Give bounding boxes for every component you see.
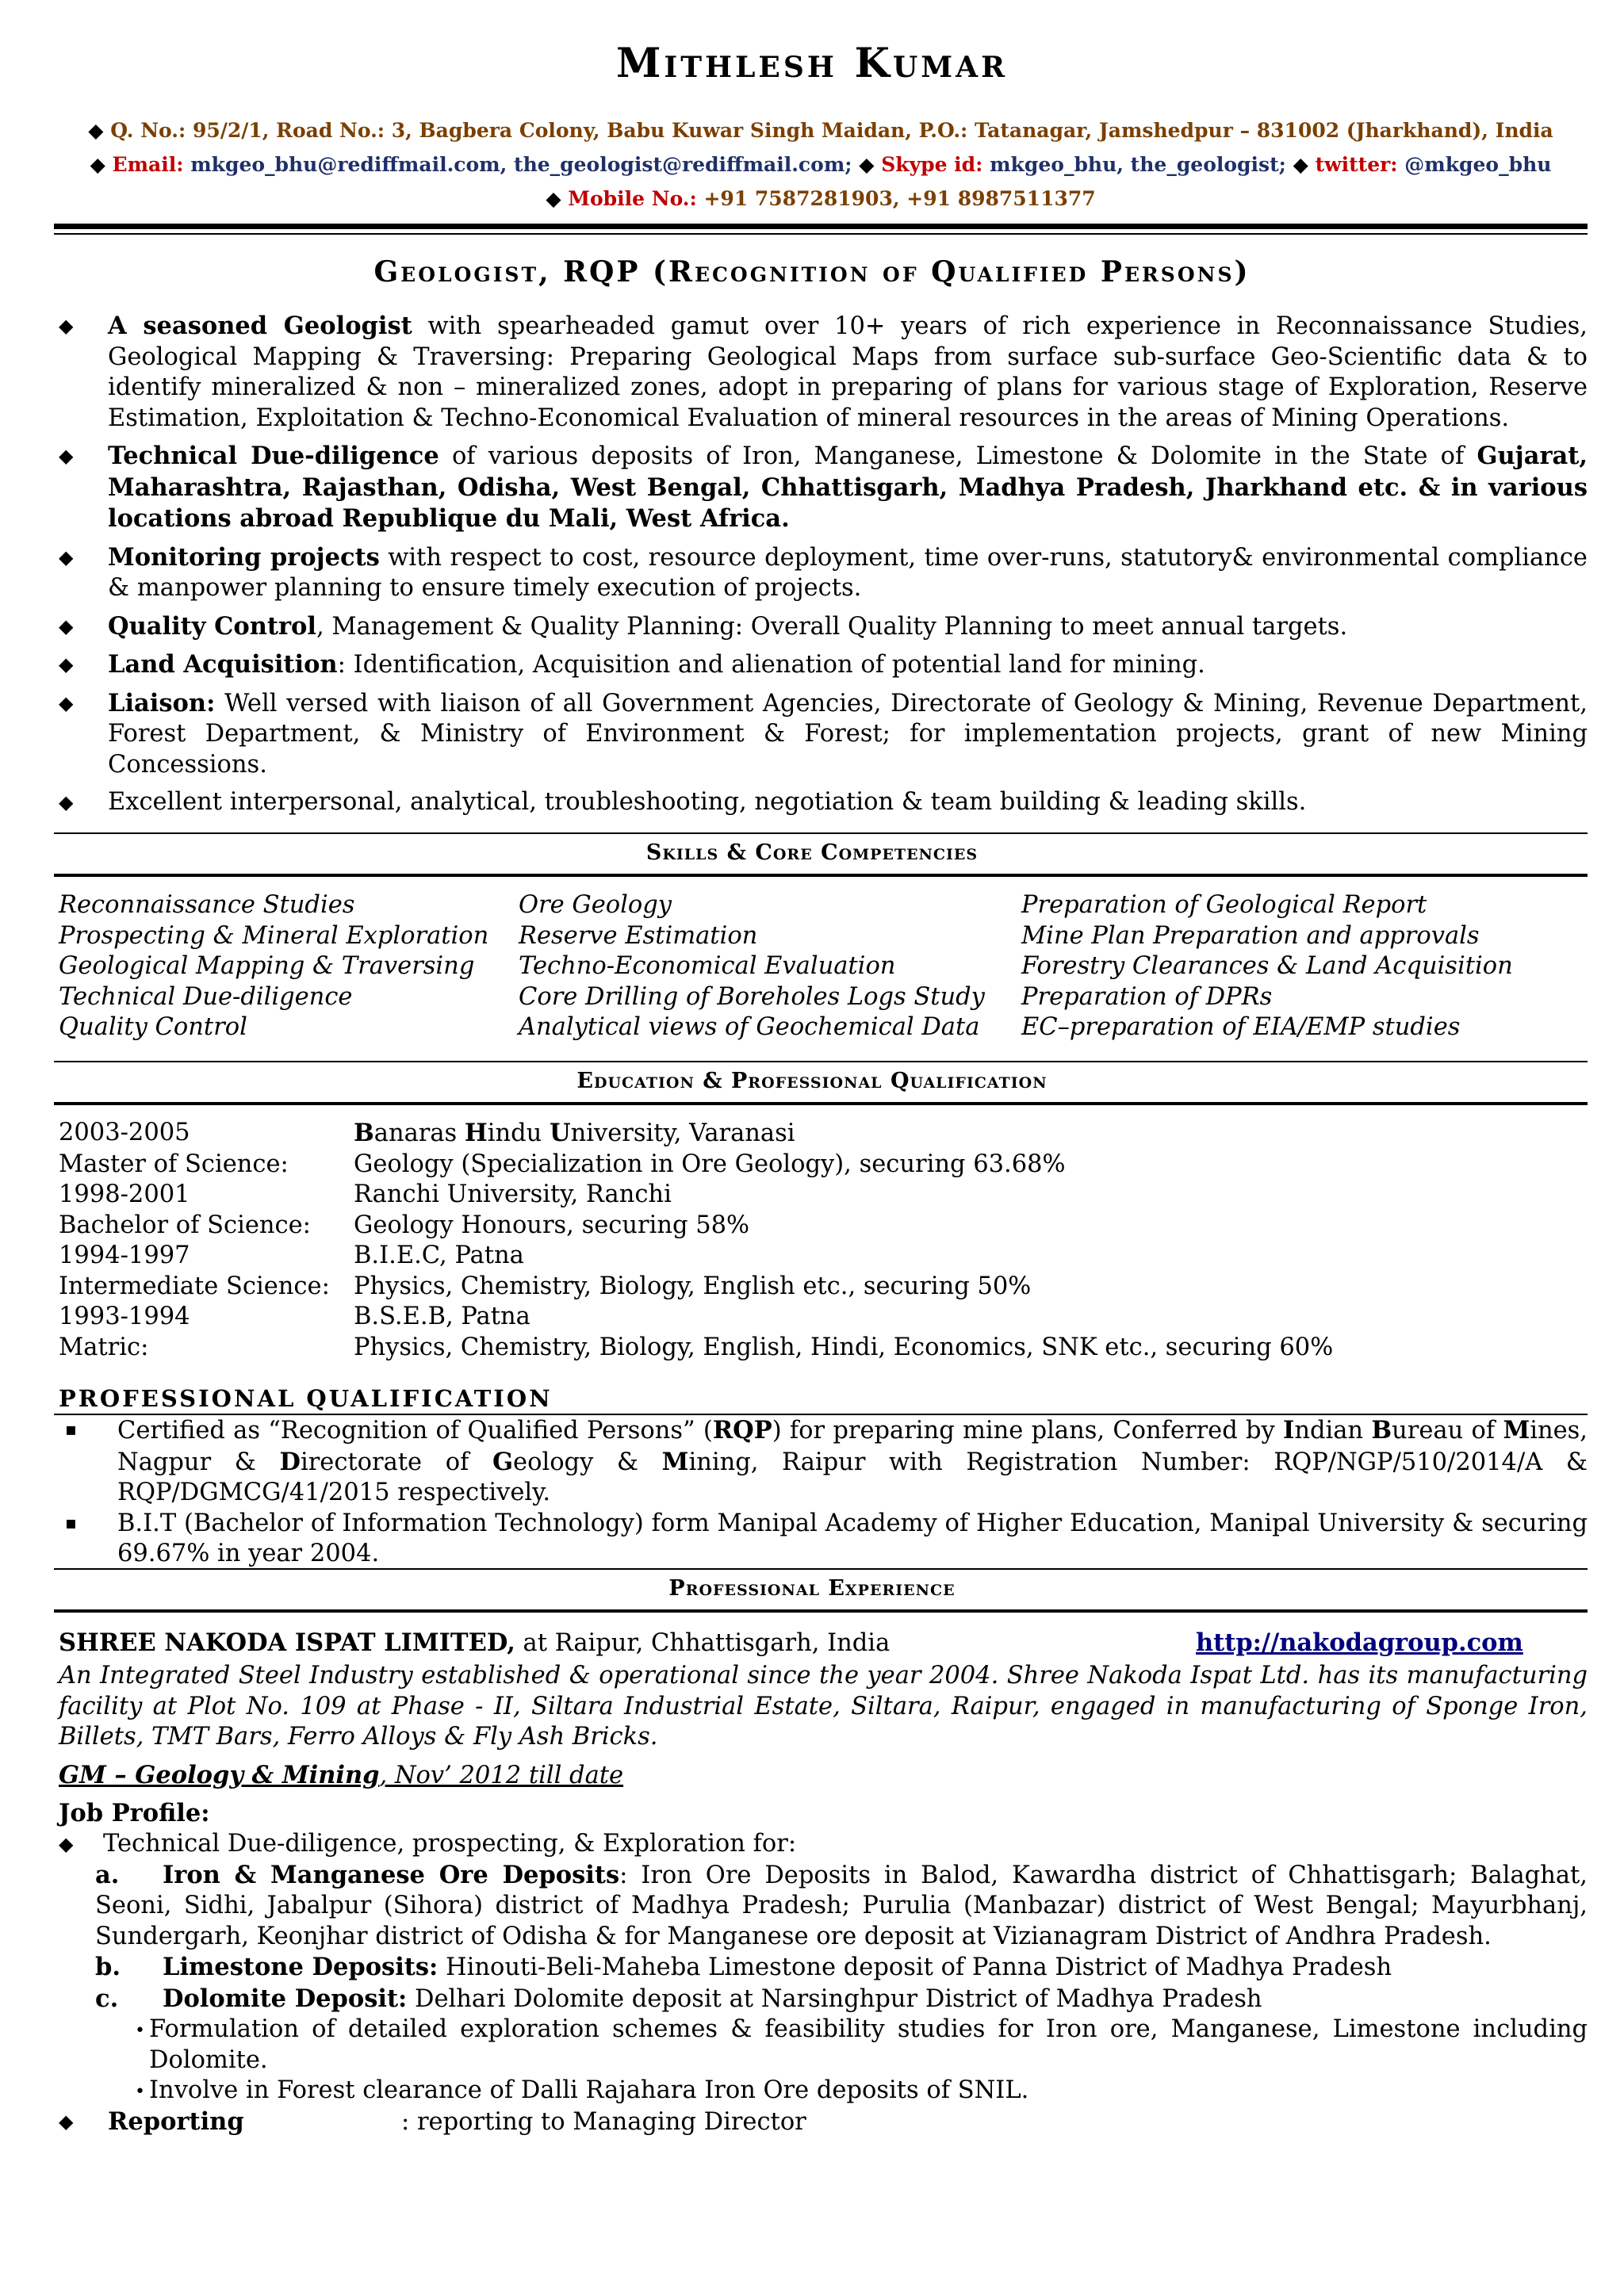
role-period: , Nov’ 2012 till date <box>379 1762 624 1789</box>
skill-item: Ore Geology <box>519 891 672 919</box>
section-divider <box>54 1061 1588 1062</box>
summary-item <box>54 787 1588 818</box>
skills-column-3 <box>1021 890 1513 1043</box>
deposit-head: Limestone Deposits: <box>163 1953 439 1981</box>
diamond-icon: ◆ <box>859 153 875 176</box>
skype-label: Skype id: <box>881 153 983 176</box>
education-row <box>59 1333 1589 1364</box>
skill-item: Geological Mapping & Traversing <box>59 952 475 980</box>
deposit-head: Dolomite Deposit: <box>163 1984 408 2013</box>
qualification-text: Certified as “Recognition of Qualified Persons” ( <box>117 1417 713 1445</box>
deposit-text <box>95 1860 1588 1953</box>
section-divider <box>54 832 1588 834</box>
bhu-part: indu <box>487 1119 550 1147</box>
role-line <box>59 1760 623 1792</box>
summary-lead: Monitoring projects <box>108 542 380 572</box>
qualification-text: eology & <box>513 1448 662 1476</box>
bhu-initial: B <box>354 1119 374 1147</box>
education-value: Geology (Specialization in Ore Geology), securing 63.68% <box>354 1150 1066 1178</box>
summary-lead: A seasoned Geologist <box>108 312 412 340</box>
education-list <box>59 1118 1589 1363</box>
activity-text: Involve in Forest clearance of Dalli Rajahara Iron Ore deposits of SNIL. <box>149 2076 1029 2104</box>
reporting-item <box>54 2107 1588 2138</box>
skill-item: Preparation of Geological Report <box>1021 891 1427 919</box>
qualification-emphasis: I <box>1283 1416 1295 1445</box>
education-row <box>59 1272 1589 1303</box>
skill-item: Techno-Economical Evaluation <box>519 952 896 980</box>
qualification-item <box>54 1509 1588 1570</box>
diamond-bullet-icon: ◆ <box>59 2110 74 2133</box>
education-label: Master of Science: <box>59 1150 289 1178</box>
diamond-icon: ◆ <box>546 187 561 210</box>
qualification-text: ining, Raipur with Registration Number: RQP/NGP/510/2014/A & RQP/DGMCG/41/2015 respectively. <box>117 1448 1588 1506</box>
address-label: Q. No.: <box>110 119 186 142</box>
diamond-bullet-icon: ◆ <box>59 1833 74 1855</box>
deposit-label: c. <box>95 1984 119 2013</box>
education-row <box>59 1118 1589 1150</box>
education-value: B.S.E.B, Patna <box>354 1303 530 1330</box>
skill-item: Reserve Estimation <box>519 921 758 950</box>
online-contact-line <box>56 153 1586 176</box>
job-profile-list <box>54 1829 1588 2137</box>
summary-text: Well versed with liaison of all Government Agencies, Directorate of Geology & Mining, Revenue Department, Forest Department, & Ministry of Environment & Forest; for implementation projects, grant of new Mining Concessions. <box>108 689 1588 779</box>
skills-section-title: Skills & Core Competencies <box>645 840 979 865</box>
role-title: GM – Geology & Mining <box>59 1761 380 1789</box>
education-value: Geology Honours, securing 58% <box>354 1211 749 1239</box>
bhu-initial: U <box>550 1119 571 1147</box>
diamond-bullet-icon: ◆ <box>59 545 74 568</box>
skill-item: Technical Due-diligence <box>59 982 353 1011</box>
education-row <box>59 1302 1589 1333</box>
education-row <box>59 1211 1589 1242</box>
reporting-label: Reporting <box>108 2107 244 2136</box>
mobile-numbers: +91 7587281903, +91 8987511377 <box>703 187 1096 210</box>
deposit-desc: Delhari Dolomite deposit at Narsinghpur District of Madhya Pradesh <box>407 1984 1262 2013</box>
qualification-emphasis: M <box>661 1447 689 1476</box>
education-label: 1993-1994 <box>59 1303 190 1330</box>
square-bullet-icon: ▪ <box>65 1420 77 1440</box>
summary-lead: Technical Due-diligence <box>108 442 439 470</box>
summary-lead: Quality Control <box>108 611 316 641</box>
diamond-bullet-icon: ◆ <box>59 445 74 467</box>
summary-item <box>54 441 1588 535</box>
email-link[interactable]: mkgeo_bhu@rediffmail.com, the_geologist@rediffmail.com; <box>190 153 852 176</box>
summary-text: Excellent interpersonal, analytical, troubleshooting, negotiation & team building & leading skills. <box>108 788 1307 816</box>
activity-text: Formulation of detailed exploration schemes & feasibility studies for Iron ore, Manganese, Limestone including Dolomite. <box>149 2015 1588 2074</box>
diamond-icon: ◆ <box>90 153 105 176</box>
bhu-part: niversity, Varanasi <box>570 1119 795 1147</box>
dot-bullet-icon: • <box>135 2021 145 2041</box>
education-label: 1998-2001 <box>59 1181 190 1208</box>
summary-item <box>54 611 1588 643</box>
skype-id: mkgeo_bhu, the_geologist; <box>990 153 1286 176</box>
deposit-desc: Hinouti-Beli-Maheba Limestone deposit of Panna District of Madhya Pradesh <box>438 1954 1392 1981</box>
education-label: Bachelor of Science: <box>59 1211 311 1239</box>
qualification-emphasis: D <box>279 1447 301 1476</box>
section-divider <box>54 874 1588 877</box>
summary-text: , Management & Quality Planning: Overall Quality Planning to meet annual targets. <box>316 612 1348 641</box>
job-profile-intro: Technical Due-diligence, prospecting, & Exploration for: <box>103 1830 797 1858</box>
diamond-bullet-icon: ◆ <box>59 791 74 813</box>
skill-item: Analytical views of Geochemical Data <box>519 1013 980 1041</box>
section-divider <box>54 1102 1588 1105</box>
qualification-text: ) for preparing mine plans, Conferred by <box>772 1417 1284 1445</box>
qualification-emphasis: G <box>492 1447 514 1476</box>
skill-item: Reconnaissance Studies <box>59 891 355 919</box>
education-label: Matric: <box>59 1333 149 1361</box>
summary-item <box>54 311 1588 434</box>
deposit-text <box>95 1952 1588 1984</box>
summary-text: with spearheaded gamut over 10+ years of rich experience in Reconnaissance Studies, Geological Mapping & Traversing: Preparing Geological Maps from surface sub-surface Geo-Scientific data & to identify mineralized & non – mineralized zones, adopt in preparing of plans for various stage of Exploration, Reserve Estimation, Exploitation & Techno-Economical Evaluation of mineral resources in the areas of Mining Operations. <box>108 312 1588 432</box>
summary-item <box>54 649 1588 681</box>
education-section-title: Education & Professional Qualification <box>576 1069 1048 1093</box>
qualification-list <box>54 1415 1588 1570</box>
professional-qualification-title: PROFESSIONAL QUALIFICATION <box>59 1385 553 1412</box>
square-bullet-icon: ▪ <box>65 1513 77 1533</box>
education-value: B.I.E.C, Patna <box>354 1242 524 1269</box>
activity-item <box>54 2076 1588 2107</box>
company-description: An Integrated Steel Industry established & operational since the year 2004. Shree Nakoda Ispat Ltd. has its manufacturing facility at Plot No. 109 at Phase - II, Siltara Industrial Estate, Siltara, Raipur, engaged in manufacturing of Sponge Iron, Billets, TMT Bars, Ferro Alloys & Fly Ash Bricks. <box>59 1662 1588 1751</box>
qualification-text: B.I.T (Bachelor of Information Technology) form Manipal Academy of Higher Education, Manipal University & securing 69.67% in year 2004. <box>117 1509 1588 1567</box>
mobile-line <box>56 187 1586 210</box>
deposit-text <box>95 1984 1588 2015</box>
summary-text: with respect to cost, resource deployment, time over-runs, statutory& environmental compliance & manpower planning to ensure timely execution of projects. <box>108 543 1588 602</box>
skills-column-1 <box>59 890 488 1043</box>
summary-item <box>54 688 1588 781</box>
education-value: Physics, Chemistry, Biology, English, Hindi, Economics, SNK etc., securing 60% <box>354 1333 1334 1361</box>
skill-item: Core Drilling of Boreholes Logs Study <box>519 982 985 1011</box>
summary-item <box>54 542 1588 604</box>
diamond-icon: ◆ <box>88 119 104 142</box>
bhu-part: anaras <box>373 1119 465 1147</box>
qualification-text: ureau of <box>1392 1417 1503 1445</box>
bhu-initial: H <box>464 1119 488 1147</box>
deposit-label: b. <box>95 1953 121 1981</box>
section-divider <box>54 1568 1588 1570</box>
deposit-item <box>54 1984 1588 2015</box>
address-line <box>56 119 1586 142</box>
mobile-label: Mobile No.: <box>568 187 697 210</box>
twitter-label: twitter: <box>1315 153 1398 176</box>
skill-item: Preparation of DPRs <box>1021 982 1273 1011</box>
deposit-item <box>54 1952 1588 1984</box>
skill-item: Mine Plan Preparation and approvals <box>1021 921 1480 950</box>
twitter-handle[interactable]: @mkgeo_bhu <box>1404 153 1552 176</box>
diamond-bullet-icon: ◆ <box>59 691 74 714</box>
qualification-emphasis: M <box>1503 1416 1530 1445</box>
qualification-emphasis: RQP <box>712 1416 772 1445</box>
activity-item <box>54 2015 1588 2076</box>
education-row <box>59 1241 1589 1272</box>
company-location: at Raipur, Chhattisgarh, India <box>515 1629 891 1657</box>
summary-lead: Land Acquisition <box>108 650 338 679</box>
education-label: 1994-1997 <box>59 1242 190 1269</box>
education-label: 2003-2005 <box>59 1119 190 1146</box>
company-name: SHREE NAKODA ISPAT LIMITED, <box>59 1628 515 1657</box>
education-row <box>59 1180 1589 1211</box>
skill-item: Prospecting & Mineral Exploration <box>59 921 489 950</box>
education-label: Intermediate Science: <box>59 1272 330 1300</box>
deposit-desc: : Iron Ore Deposits in Balod, Kawardha district of Chhattisgarh; Balaghat, Seoni, Sidhi, Jabalpur (Sihora) district of Madhya Pradesh; Purulia (Manbazar) district of West Bengal; Mayurbhanj, Sundergarh, Keonjhar district of Odisha & for Manganese ore deposit at Vizianagram District of Andhra Pradesh. <box>95 1861 1588 1950</box>
summary-text: of various deposits of Iron, Manganese, Limestone & Dolomite in the State of <box>439 442 1477 470</box>
education-value: Physics, Chemistry, Biology, English etc., securing 50% <box>354 1272 1032 1300</box>
skill-item: EC–preparation of EIA/EMP studies <box>1021 1013 1461 1041</box>
skill-item: Forestry Clearances & Land Acquisition <box>1021 952 1513 980</box>
deposit-item <box>54 1860 1588 1953</box>
education-row <box>59 1150 1589 1181</box>
header-divider <box>54 224 1588 229</box>
qualification-text: ines, Nagpur & <box>117 1417 1588 1476</box>
section-divider <box>54 1609 1588 1613</box>
qualification-text: irectorate of <box>300 1448 492 1476</box>
profile-headline: Geologist, RQP (Recognition of Qualified Persons) <box>373 255 1251 289</box>
job-profile-label: Job Profile: <box>59 1799 210 1827</box>
experience-section-title: Professional Experience <box>668 1576 956 1601</box>
deposit-label: a. <box>95 1860 120 1889</box>
address-text: 95/2/1, Road No.: 3, Bagbera Colony, Babu Kuwar Singh Maidan, P.O.: Tatanagar, Jamshedpur – 831002 (Jharkhand), India <box>192 119 1553 142</box>
job-profile-item <box>54 1829 1588 1860</box>
company-line <box>59 1628 1589 1659</box>
qualification-emphasis: B <box>1371 1416 1392 1445</box>
diamond-bullet-icon: ◆ <box>59 614 74 637</box>
skills-column-2 <box>519 890 985 1043</box>
qualification-item <box>54 1415 1588 1509</box>
diamond-bullet-icon: ◆ <box>59 653 74 675</box>
diamond-bullet-icon: ◆ <box>59 315 74 337</box>
diamond-icon: ◆ <box>1293 153 1308 176</box>
education-value <box>354 1118 795 1150</box>
deposit-head: Iron & Manganese Ore Deposits <box>163 1860 620 1889</box>
education-value: Ranchi University, Ranchi <box>354 1181 672 1208</box>
header-divider-thin <box>54 233 1588 235</box>
skill-item: Quality Control <box>59 1013 247 1041</box>
summary-emphasis: Gujarat, Maharashtra, Rajasthan, Odisha, West Bengal, Chhattisgarh, Madhya Pradesh, Jharkhand etc. & in various locations abroad Republique du Mali, West Africa. <box>108 442 1588 533</box>
qualification-text: ndian <box>1294 1417 1372 1445</box>
email-label: Email: <box>112 153 184 176</box>
reporting-text: : reporting to Managing Director <box>401 2107 806 2136</box>
summary-text: : Identification, Acquisition and alienation of potential land for mining. <box>337 651 1205 679</box>
summary-lead: Liaison: <box>108 688 216 718</box>
dot-bullet-icon: • <box>135 2082 145 2102</box>
company-website-link[interactable]: http://nakodagroup.com <box>1196 1628 1523 1657</box>
candidate-name: Mithlesh Kumar <box>615 40 1009 87</box>
summary-list <box>54 311 1588 825</box>
